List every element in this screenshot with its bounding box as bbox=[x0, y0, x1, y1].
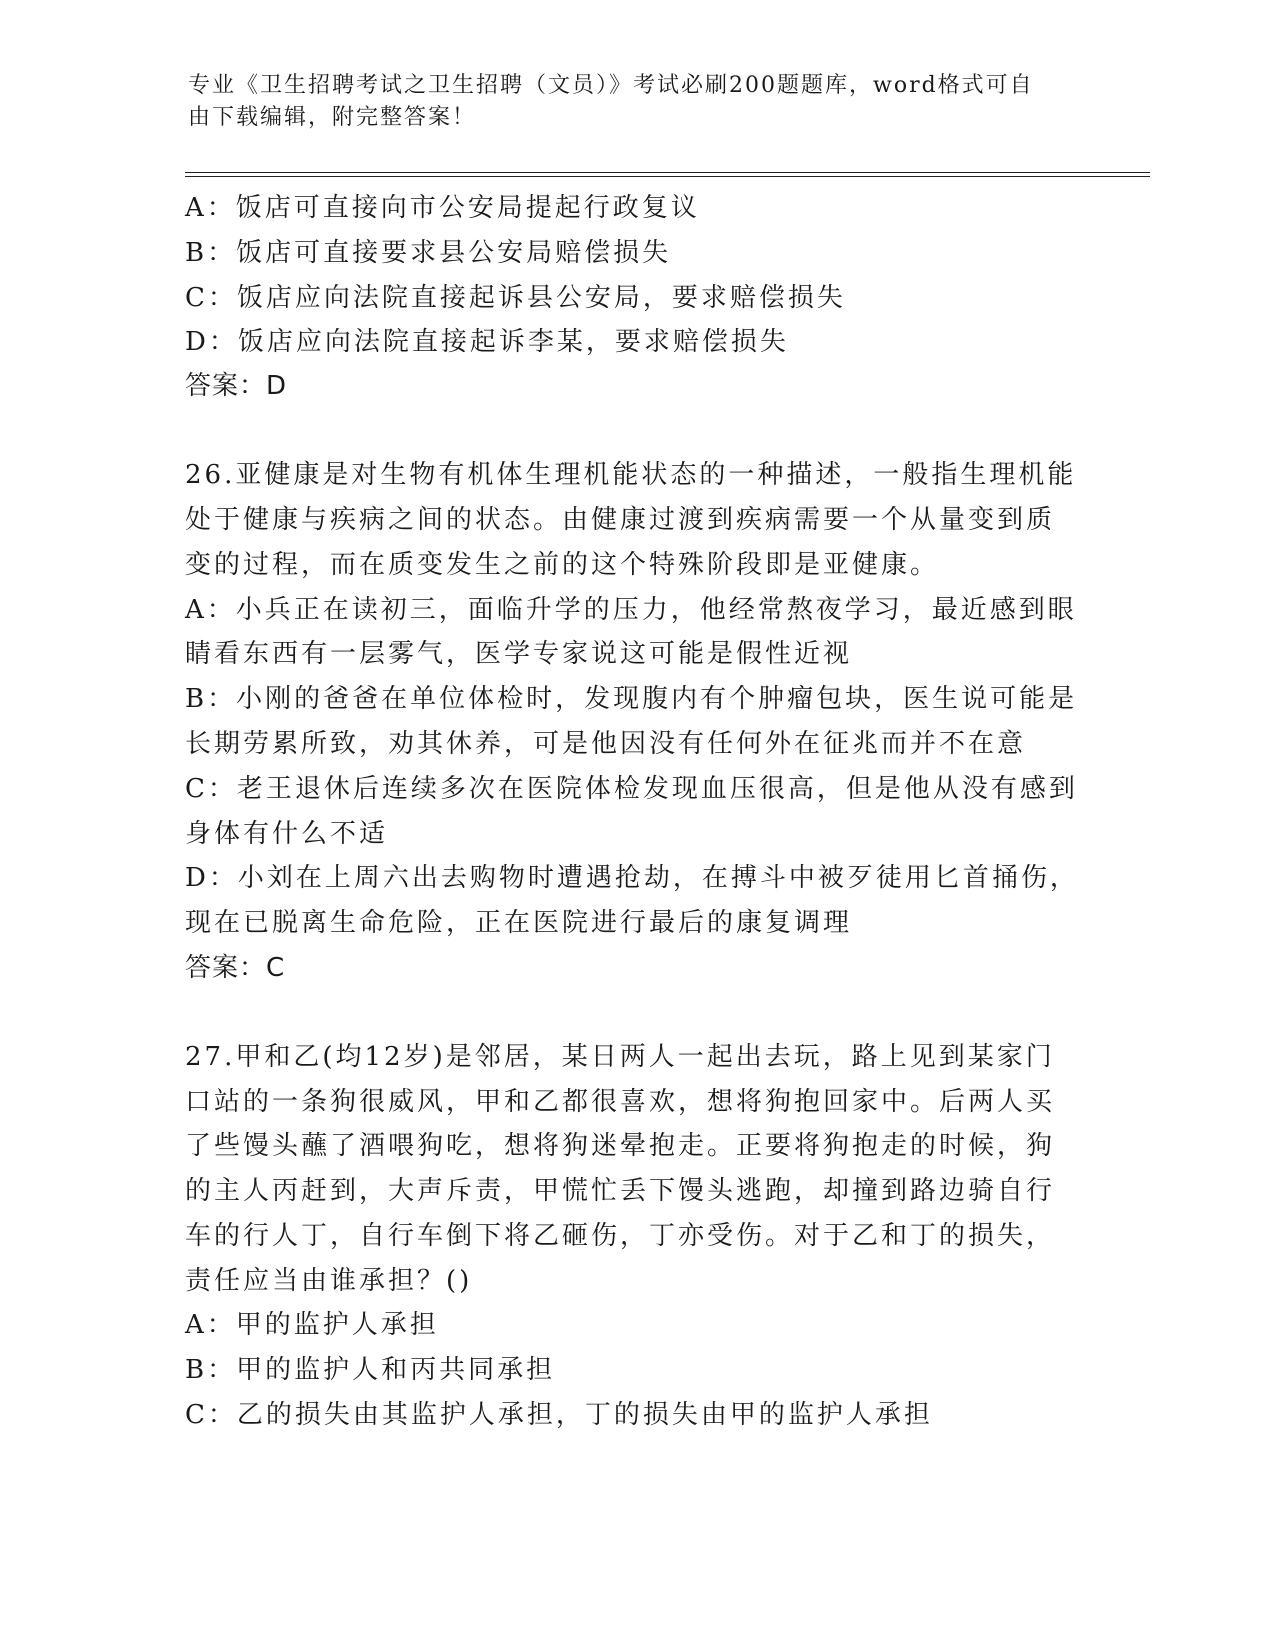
option-a-continued: 睛看东西有一层雾气，医学专家说这可能是假性近视 bbox=[185, 639, 853, 669]
question-stem-line: 的主人丙赶到，大声斥责，甲慌忙丢下馒头逃跑，却撞到路边骑自行 bbox=[185, 1176, 1056, 1206]
option-a: A：甲的监护人承担 bbox=[185, 1310, 439, 1340]
option-c: C：饭店应向法院直接起诉县公安局，要求赔偿损失 bbox=[185, 283, 846, 313]
question-stem-line: 车的行人丁，自行车倒下将乙砸伤，丁亦受伤。对于乙和丁的损失， bbox=[185, 1221, 1056, 1251]
answer-line: 答案：D bbox=[185, 371, 288, 401]
question-stem-line: 处于健康与疾病之间的状态。由健康过渡到疾病需要一个从量变到质 bbox=[185, 505, 1056, 535]
option-b: B：饭店可直接要求县公安局赔偿损失 bbox=[185, 238, 672, 268]
option-a: A：小兵正在读初三，面临升学的压力，他经常熬夜学习，最近感到眼 bbox=[185, 595, 1077, 625]
option-d: D：小刘在上周六出去购物时遭遇抢劫，在搏斗中被歹徒用匕首捅伤， bbox=[185, 863, 1079, 893]
answer-line: 答案：C bbox=[185, 953, 286, 983]
question-stem-line: 口站的一条狗很威风，甲和乙都很喜欢，想将狗抱回家中。后两人买 bbox=[185, 1087, 1056, 1117]
option-c-continued: 身体有什么不适 bbox=[185, 819, 389, 849]
question-stem-line: 26.亚健康是对生物有机体生理机能状态的一种描述，一般指生理机能 bbox=[185, 460, 1077, 490]
header-line-2: 由下载编辑，附完整答案！ bbox=[188, 105, 477, 130]
header-divider bbox=[185, 172, 1150, 173]
header-line-1: 专业《卫生招聘考试之卫生招聘（文员）》考试必刷200题题库，word格式可自 bbox=[188, 73, 1034, 98]
option-b: B：甲的监护人和丙共同承担 bbox=[185, 1355, 556, 1385]
header-divider-secondary bbox=[185, 176, 1150, 177]
option-d-continued: 现在已脱离生命危险，正在医院进行最后的康复调理 bbox=[185, 908, 853, 938]
question-stem-line: 了些馒头蘸了酒喂狗吃，想将狗迷晕抱走。正要将狗抱走的时候，狗 bbox=[185, 1131, 1056, 1161]
option-d: D：饭店应向法院直接起诉李某，要求赔偿损失 bbox=[185, 327, 789, 357]
option-c: C：乙的损失由其监护人承担，丁的损失由甲的监护人承担 bbox=[185, 1400, 933, 1430]
question-stem-line: 责任应当由谁承担？() bbox=[185, 1266, 473, 1296]
option-c: C：老王退休后连续多次在医院体检发现血压很高，但是他从没有感到 bbox=[185, 774, 1078, 804]
question-stem-line: 变的过程，而在质变发生之前的这个特殊阶段即是亚健康。 bbox=[185, 550, 940, 580]
option-b-continued: 长期劳累所致，劝其休养，可是他因没有任何外在征兆而并不在意 bbox=[185, 729, 1027, 759]
option-a: A：饭店可直接向市公安局提起行政复议 bbox=[185, 193, 700, 223]
option-b: B：小刚的爸爸在单位体检时，发现腹内有个肿瘤包块，医生说可能是 bbox=[185, 684, 1078, 714]
question-stem-line: 27.甲和乙(均12岁)是邻居，某日两人一起出去玩，路上见到某家门 bbox=[185, 1042, 1055, 1072]
